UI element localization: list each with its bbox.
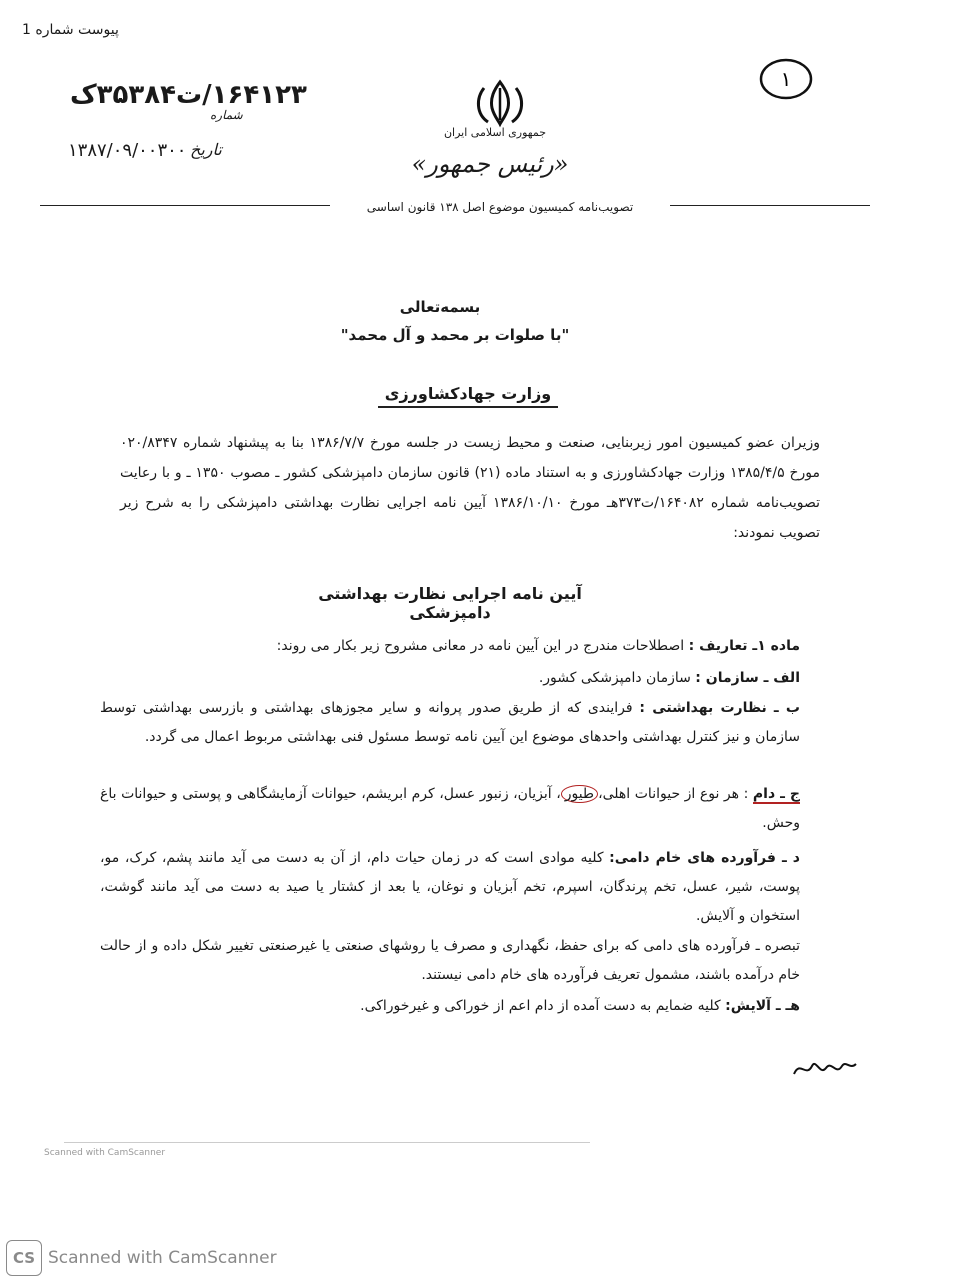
note-paragraph: تبصره ـ فرآورده های دامی که برای حفظ، نگهداری و مصرف یا روشهای صنعتی یا غیرصنعتی تغییر شکل داده و از حالت خام درآمده باشند، مشمول تعریف فرآورده های خام دامی نیستند. bbox=[100, 938, 800, 983]
article-1-label: ماده ۱ـ تعاریف : bbox=[688, 638, 800, 654]
letter-date: ۱۳۸۷/۰۹/۰۰۳۰۰ bbox=[68, 140, 187, 161]
page-number-circle bbox=[758, 56, 814, 102]
camscanner-text: Scanned with CamScanner bbox=[48, 1248, 277, 1268]
country-name: جمهوری اسلامی ایران bbox=[443, 126, 547, 139]
definition-be bbox=[100, 694, 800, 752]
preamble-paragraph: وزیران عضو کمیسیون امور زیربنایی، صنعت و محیط زیست در جلسه مورخ ۱۳۸۶/۷/۷ بنا به پیشنهاد شماره ۰۲۰/۸۳۴۷ مورخ ۱۳۸۵/۴/۵ وزارت جهادکشاورزی و به استناد ماده (۲۱) قانون سازمان دامپزشکی کشور ـ مصوب ۱۳۵۰ ـ و با رعایت تصویب‌نامه شماره ۱۶۴۰۸۲/ت۳۷۳هـ مورخ ۱۳۸۶/۱۰/۱۰ آیین نامه اجرایی نظارت بهداشتی دامپزشکی را به شرح زیر تصویب نمودند: bbox=[120, 435, 821, 541]
definition-jim bbox=[100, 780, 800, 838]
attachment-label: پیوست شماره 1 bbox=[22, 22, 119, 38]
office-title: «رئیس جمهور» bbox=[411, 150, 569, 178]
definition-he-text: کلیه ضمایم به دست آمده از دام اعم از خوراکی و غیرخوراکی. bbox=[360, 998, 721, 1014]
circled-word: طیور bbox=[561, 785, 598, 803]
signature bbox=[790, 1050, 860, 1084]
article-1-text: اصطلاحات مندرج در این آیین نامه در معانی مشروح زیر بکار می روند: bbox=[276, 638, 685, 654]
salavat-line: "با صلوات بر محمد و آل محمد" bbox=[340, 326, 570, 344]
definition-dal-label: د ـ فرآورده های خام دامی: bbox=[609, 850, 800, 866]
definition-be-text: فرایندی که از طریق صدور پروانه و سایر مجوزهای بهداشتی و بازرسی بهداشتی توسط سازمان و نیز کنترل بهداشتی واحدهای موضوع این آیین نامه توسط مسئول فنی بهداشتی مربوط اعمال می گردد. bbox=[100, 700, 800, 745]
iran-emblem-icon bbox=[472, 78, 528, 128]
letter-date-label: تاریخ bbox=[190, 140, 222, 159]
approval-subject: تصویب‌نامه کمیسیون موضوع اصل ۱۳۸ قانون اساسی bbox=[330, 200, 670, 214]
scan-divider bbox=[64, 1142, 590, 1143]
scan-watermark-small: Scanned with CamScanner bbox=[44, 1148, 166, 1158]
definition-he-label: هـ ـ آلایش: bbox=[725, 998, 800, 1014]
definition-dal bbox=[100, 844, 800, 931]
definition-he bbox=[100, 992, 800, 1021]
definition-dal-text: کلیه موادی است که در زمان حیات دام، از آن به دست می آید مانند پشم، کرک، مو، پوست، شیر، عسل، تخم پرندگان، اسپرم، تخم آبزیان و نوغان، یا بعد از کشتار یا صید به دست می آید مانند گوشت، استخوان و آلایش. bbox=[100, 850, 800, 924]
definition-jim-label: ج ـ دام bbox=[752, 786, 800, 802]
definition-alef bbox=[100, 664, 800, 693]
definition-alef-label: الف ـ سازمان : bbox=[695, 670, 800, 686]
definition-alef-text: سازمان دامپزشکی کشور. bbox=[538, 670, 691, 686]
letter-number: ۱۶۴۱۲۳/ت۳۵۳۸۴ک bbox=[70, 80, 307, 110]
page-number: ۱ bbox=[780, 67, 792, 91]
regulation-title: آیین نامه اجرایی نظارت بهداشتی دامپزشکی bbox=[318, 584, 582, 622]
letter-number-label: شماره bbox=[210, 108, 243, 122]
camscanner-logo-icon: CS bbox=[6, 1240, 42, 1276]
bismillah: بسمه‌تعالی bbox=[399, 298, 481, 316]
camscanner-footer bbox=[6, 1240, 277, 1276]
definition-jim-text-1: : هر نوع از حیوانات اهلی، bbox=[598, 786, 749, 802]
definition-jim-text-2: ، آبزیان، زنبور عسل، کرم ابریشم، حیوانات آزمایشگاهی و پوستی و حیوانات باغ وحش. bbox=[100, 786, 800, 831]
ministry-heading: وزارت جهادکشاورزی bbox=[378, 384, 558, 408]
article-1 bbox=[100, 632, 800, 661]
definition-be-label: ب ـ نظارت بهداشتی : bbox=[639, 700, 800, 716]
